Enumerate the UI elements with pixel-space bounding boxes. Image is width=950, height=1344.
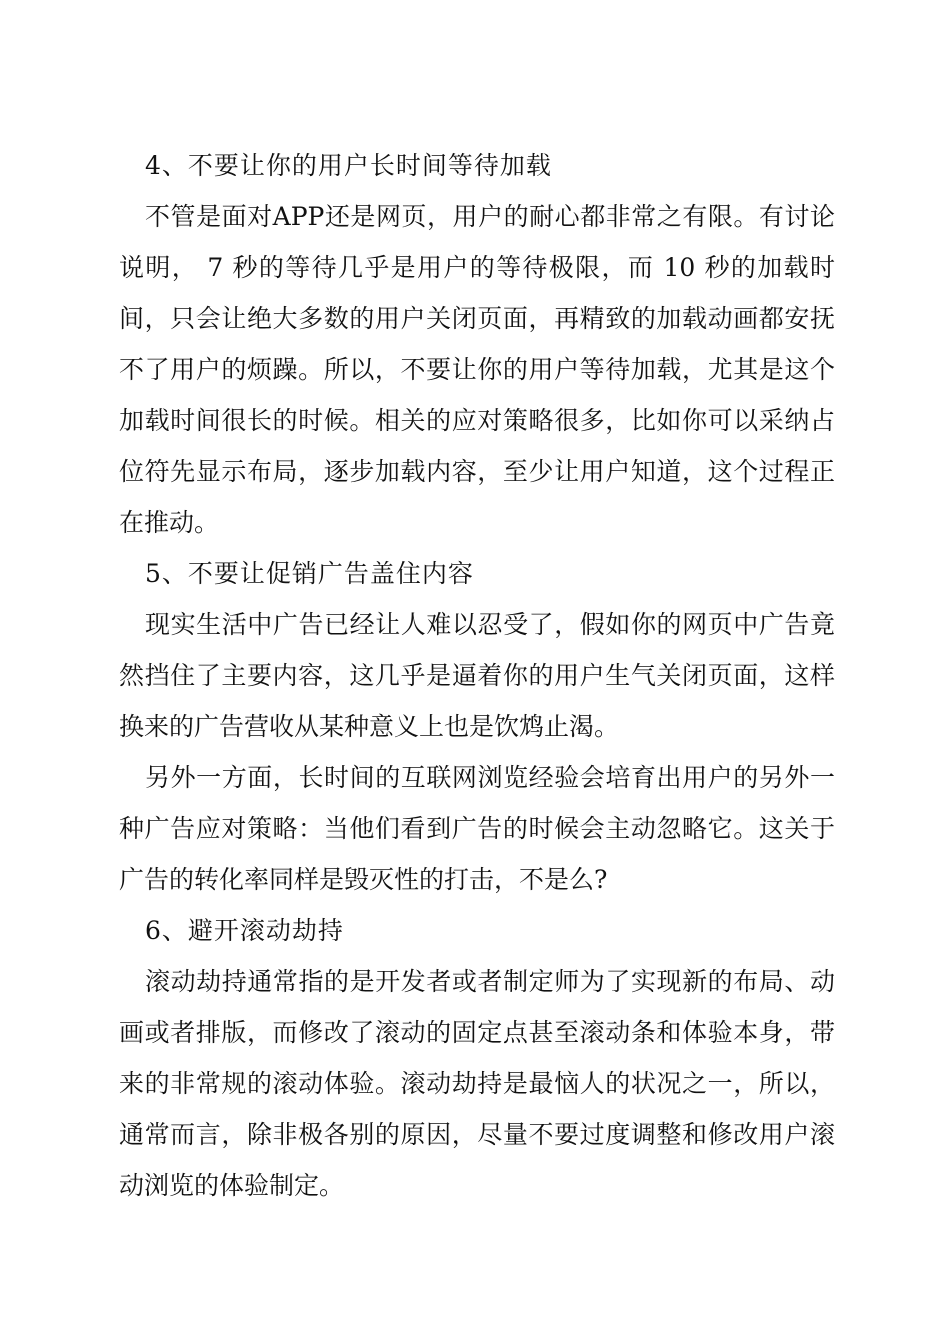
- paragraph-ads-ignored: 另外一方面，长时间的互联网浏览经验会培育出用户的另外一种广告应对策略：当他们看到广告的时候会主动忽略它。这关于广告的转化率同样是毁灭性的打击，不是么?: [119, 763, 835, 894]
- section-heading-6: 6、避开滚动劫持: [145, 916, 344, 945]
- section-heading-4: 4、不要让你的用户长时间等待加载: [145, 151, 552, 180]
- section-heading-5: 5、不要让促销广告盖住内容: [145, 559, 474, 588]
- paragraph-loading-wait: 不管是面对APP还是网页，用户的耐心都非常之有限。有讨论说明， 7 秒的等待几乎是用户的等待极限，而 10 秒的加载时间，只会让绝大多数的用户关闭页面，再精致的加载动画都安抚不了用户的烦躁。所以，不要让你的用户等待加载，尤其是这个加载时间很长的时候。相关的应对策略很多，比如你可以采纳占位符先显示布局，逐步加载内容，至少让用户知道，这个过程正在推动。: [119, 202, 835, 537]
- paragraph-scroll-hijack: 滚动劫持通常指的是开发者或者制定师为了实现新的布局、动画或者排版，而修改了滚动的固定点甚至滚动条和体验本身，带来的非常规的滚动体验。滚动劫持是最恼人的状况之一，所以，通常而言，除非极各别的原因，尽量不要过度调整和修改用户滚动浏览的体验制定。: [119, 967, 835, 1200]
- paragraph-ads-cover-content: 现实生活中广告已经让人难以忍受了，假如你的网页中广告竟然挡住了主要内容，这几乎是逼着你的用户生气关闭页面，这样换来的广告营收从某种意义上也是饮鸩止渴。: [119, 610, 835, 741]
- document-body: [119, 140, 835, 1211]
